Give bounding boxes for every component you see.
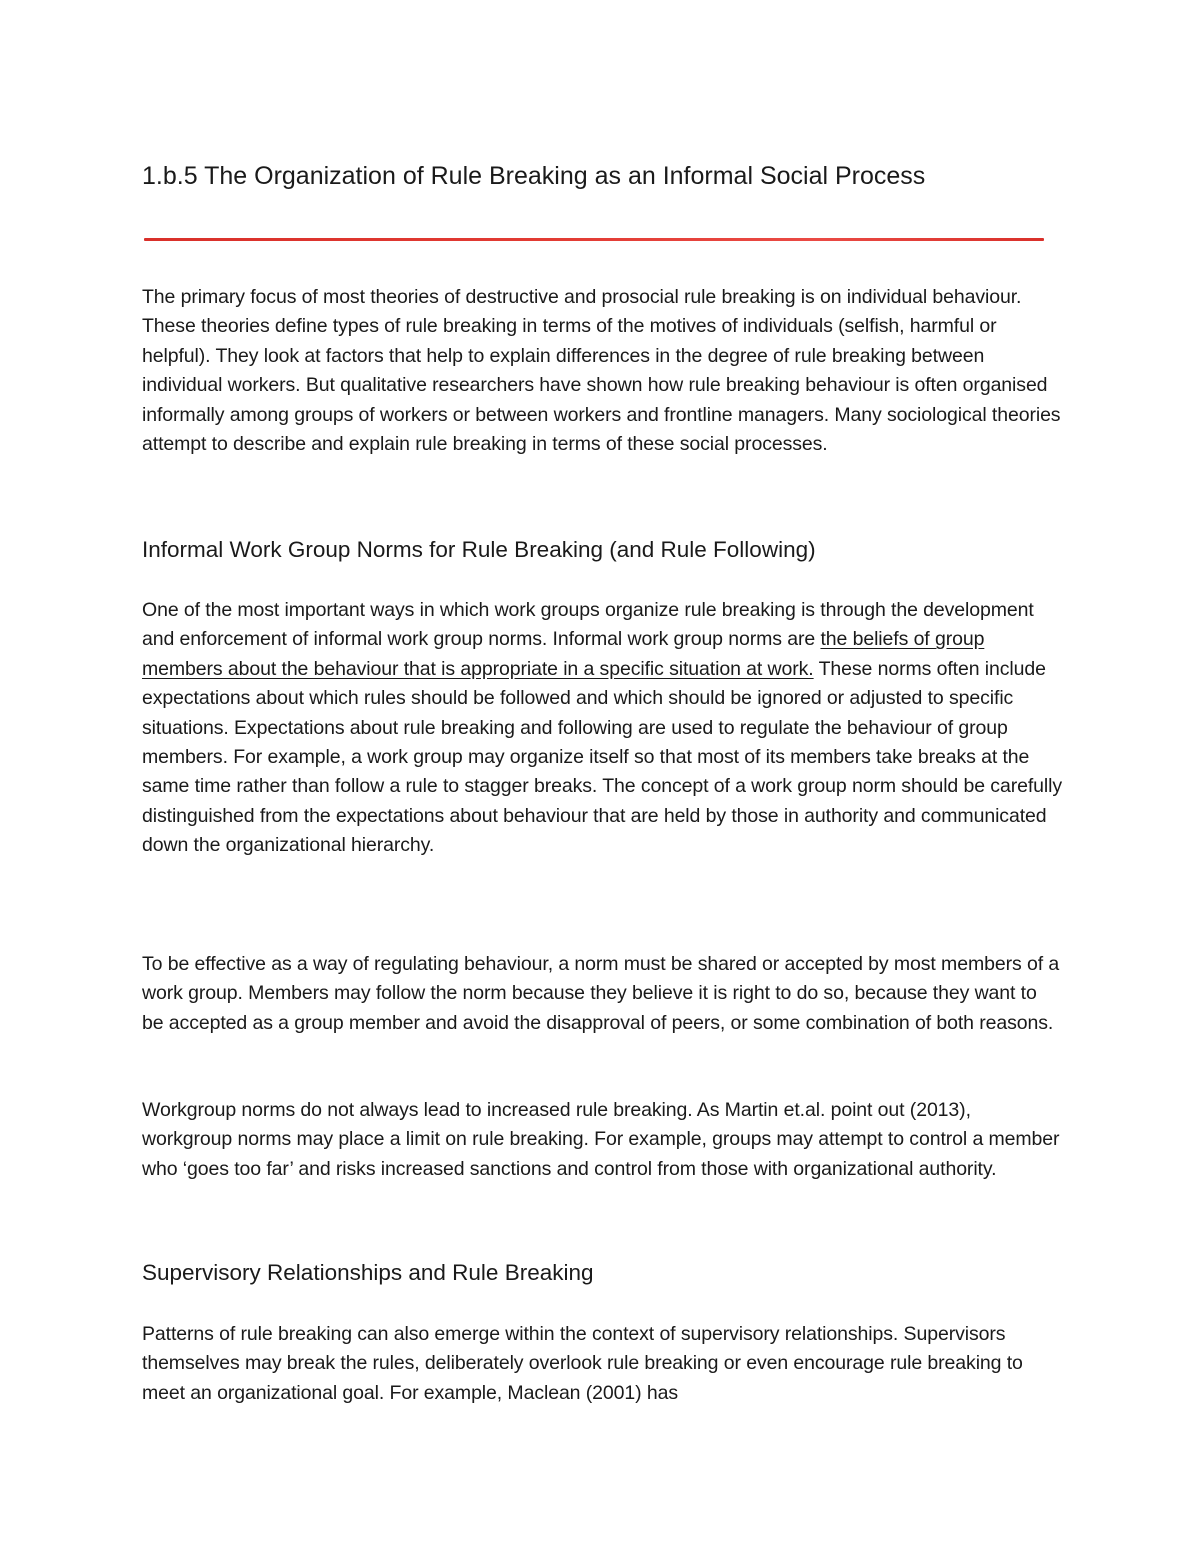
paragraph-norm-limits: Workgroup norms do not always lead to increased rule breaking. As Martin et.al. point out (2013), workgroup norms may place a limit on rule breaking. For example, groups may attempt to control a member who ‘goes too far’ and risks increased sanctions and control from those with organizational authority. [142,1099,1060,1180]
paragraph-work-group-norms [142,596,1062,861]
section-heading-work-group-norms: Informal Work Group Norms for Rule Breaking (and Rule Following) [142,537,816,562]
section-heading-supervisory-relationships: Supervisory Relationships and Rule Breaking [142,1260,594,1285]
document-title: 1.b.5 The Organization of Rule Breaking as an Informal Social Process [142,162,926,190]
norm-definition-underlined: the beliefs of group members about the behaviour that is appropriate in a specific situation at work. [142,628,985,680]
paragraph-text-after: These norms often include expectations about which rules should be followed and which should be ignored or adjusted to specific situations. Expectations about rule breaking and following are used to regulate the behaviour of group members. For example, a work group may organize itself so that most of its members take breaks at the same time rather than follow a rule to stagger breaks. The concept of a work group norm should be carefully distinguished from the expectations about behaviour that are held by those in authority and communicated down the organizational hierarchy. [142,657,1063,857]
paragraph-text-before: One of the most important ways in which work groups organize rule breaking is through the development and enforcement of informal work group norms. Informal work group norms are [142,599,1034,651]
title-divider [144,238,1044,241]
paragraph-intro: The primary focus of most theories of destructive and prosocial rule breaking is on individual behaviour. These theories define types of rule breaking in terms of the motives of individuals (selfish, harmful or helpful). They look at factors that help to explain differences in the degree of rule breaking between individual workers. But qualitative researchers have shown how rule breaking behaviour is often organised informally among groups of workers or between workers and frontline managers. Many sociological theories attempt to describe and explain rule breaking in terms of these social processes. [142,286,1061,456]
paragraph-supervisory-relationships: Patterns of rule breaking can also emerge within the context of supervisory relationships. Supervisors themselves may break the rules, deliberately overlook rule breaking or even encourage rule breaking to meet an organizational goal. For example, Maclean (2001) has [142,1323,1023,1404]
paragraph-norm-effectiveness: To be effective as a way of regulating behaviour, a norm must be shared or accepted by most members of a work group. Members may follow the norm because they believe it is right to do so, because they want to be accepted as a group member and avoid the disapproval of peers, or some combination of both reasons. [142,953,1060,1034]
